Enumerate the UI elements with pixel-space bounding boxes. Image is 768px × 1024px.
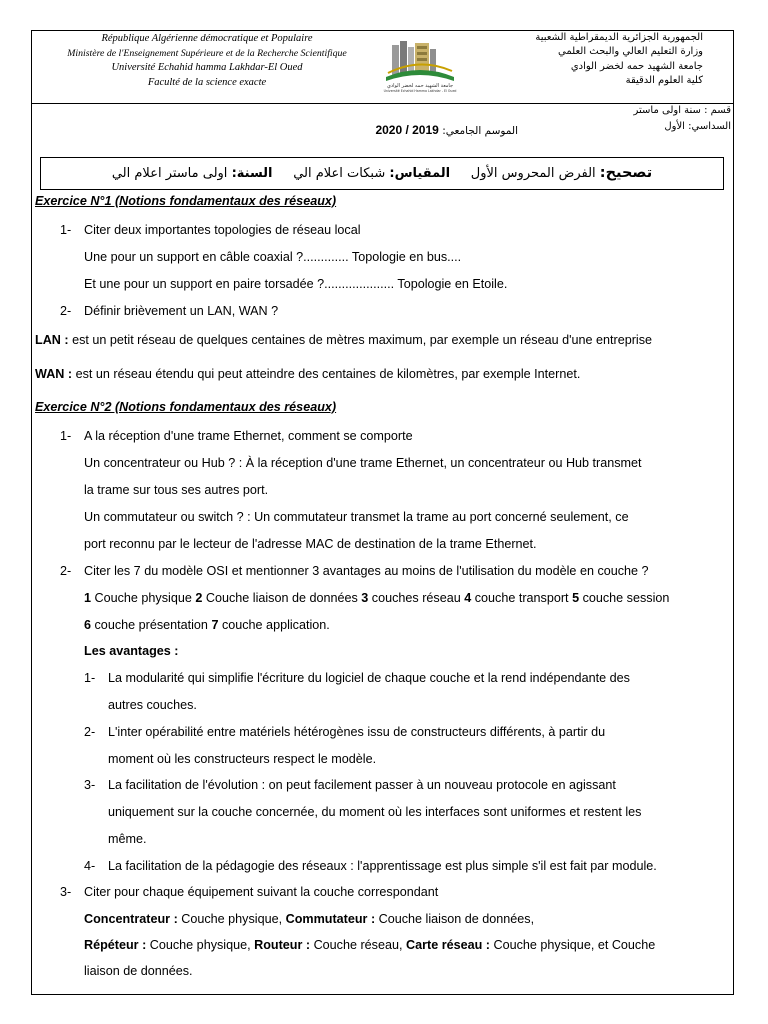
question-text: A la réception d'une trame Ethernet, comment se comporte xyxy=(84,429,413,443)
equipment-label: Routeur : xyxy=(254,938,311,952)
advantage-number: 1- xyxy=(84,671,96,685)
header-right-line: جامعة الشهيد حمه لخضر الوادي xyxy=(570,60,703,72)
hub-answer-line-2: la trame sur tous ses autres port. xyxy=(84,483,269,497)
lan-text: est un petit réseau de quelques centaines de mètres maximum, par exemple un réseau d'une entreprise xyxy=(68,333,653,347)
season-label: الموسم الجامعي: xyxy=(442,125,518,137)
wan-definition xyxy=(35,366,580,382)
layer-name: couche application. xyxy=(218,618,330,632)
wan-text: est un réseau étendu qui peut atteindre des centaines de kilomètres, par exemple Internet. xyxy=(72,367,581,381)
equipment-line-1 xyxy=(84,911,534,927)
lan-label: LAN : xyxy=(35,333,69,347)
document-page xyxy=(31,30,734,995)
exercise-1-heading: Exercice N°1 (Notions fondamentaux des réseaux) xyxy=(35,194,337,208)
layer-number: 5 xyxy=(572,591,580,605)
header-left-line: Faculté de la science exacte xyxy=(147,76,267,88)
layer-number: 3 xyxy=(361,591,369,605)
page-header xyxy=(32,31,733,104)
header-left-line: République Algérienne démocratique et Populaire xyxy=(101,33,313,44)
question-number: 2- xyxy=(60,564,72,578)
advantage-3-cont-1: uniquement sur la couche concernée, du moment où les interfaces sont uniformes et restent les xyxy=(108,805,642,819)
layer-number: 7 xyxy=(211,618,219,632)
season-line xyxy=(375,123,518,137)
ex2-question-3 xyxy=(60,884,438,900)
advantage-text: La modularité qui simplifie l'écriture du logiciel de chaque couche et la rend indépendante des xyxy=(108,671,630,685)
layer-name: couche session xyxy=(579,591,670,605)
header-right-line: كلية العلوم الدقيقة xyxy=(625,74,703,86)
layer-name: Couche physique xyxy=(91,591,196,605)
advantage-text: La facilitation de l'évolution : on peut facilement passer à un nouveau protocole en agissant xyxy=(108,778,616,792)
question-text: Citer les 7 du modèle OSI et mentionner 3 avantages au moins de l'utilisation du modèle en couche ? xyxy=(84,564,649,578)
layer-name: couche présentation xyxy=(91,618,212,632)
season-value: 2020 / 2019 xyxy=(375,123,439,137)
osi-layers-line-1 xyxy=(84,590,669,606)
equipment-line-3: liaison de données. xyxy=(84,964,193,978)
year-text: اولى ماستر اعلام الي xyxy=(111,166,228,181)
advantage-text: La facilitation de la pédagogie des réseaux : l'apprentissage est plus simple s'il est fait par module. xyxy=(108,859,657,873)
module-text: شبكات اعلام الي xyxy=(293,166,386,181)
switch-answer-line-2: port reconnu par le lecteur de l'adresse MAC de destination de la trame Ethernet. xyxy=(84,537,537,551)
hub-answer-line-1: Un concentrateur ou Hub ? : À la réception d'une trame Ethernet, un concentrateur ou Hub transmet xyxy=(84,456,642,470)
ex1-question-2 xyxy=(60,303,278,319)
equipment-layer: Couche physique, xyxy=(146,938,255,952)
logo-caption-fr: Université Echahid Hamma Lakhdar - El Oued xyxy=(383,89,457,93)
ex2-question-2 xyxy=(60,563,649,579)
layer-name: couches réseau xyxy=(368,591,465,605)
ex1-question-1 xyxy=(60,222,361,238)
layer-number: 1 xyxy=(84,591,92,605)
equipment-layer: Couche liaison de données, xyxy=(375,912,535,926)
advantage-1 xyxy=(84,670,630,686)
department-line: قسم : سنة اولى ماستر xyxy=(633,105,731,116)
equipment-layer: Couche réseau, xyxy=(310,938,406,952)
header-left-french xyxy=(32,32,382,90)
advantage-3-cont-2: même. xyxy=(108,832,147,846)
question-number: 2- xyxy=(60,304,72,318)
exam-title-box xyxy=(40,157,724,190)
question-number: 1- xyxy=(60,223,72,237)
layer-number: 4 xyxy=(464,591,472,605)
switch-answer-line-1: Un commutateur ou switch ? : Un commutateur transmet la trame au port concerné seulement, ce xyxy=(84,510,629,524)
ex2-question-1 xyxy=(60,428,413,444)
question-number: 3- xyxy=(60,885,72,899)
layer-name: Couche liaison de données xyxy=(202,591,362,605)
layer-number: 6 xyxy=(84,618,92,632)
advantage-number: 2- xyxy=(84,725,96,739)
advantage-2-cont: moment où les constructeurs respect le modèle. xyxy=(108,752,377,766)
question-text: Citer pour chaque équipement suivant la couche correspondant xyxy=(84,885,439,899)
advantage-3 xyxy=(84,777,616,793)
equipment-layer: Couche physique, et Couche xyxy=(490,938,656,952)
equipment-label: Carte réseau : xyxy=(406,938,490,952)
question-text: Définir brièvement un LAN, WAN ? xyxy=(84,304,279,318)
layer-name: couche transport xyxy=(471,591,573,605)
header-left-line: Ministère de l'Enseignement Supérieure et de la Recherche Scientifique xyxy=(67,47,347,59)
advantage-text: L'inter opérabilité entre matériels hétérogènes issu de constructeurs différents, à partir du xyxy=(108,725,606,739)
header-right-line: وزارة التعليم العالي والبحث العلمي xyxy=(558,46,703,58)
osi-layers-line-2 xyxy=(84,617,330,633)
semester-line: السداسي: الأول xyxy=(664,121,731,132)
question-number: 1- xyxy=(60,429,72,443)
advantages-heading: Les avantages : xyxy=(84,644,179,658)
equipment-label: Commutateur : xyxy=(285,912,376,926)
advantage-number: 4- xyxy=(84,859,96,873)
correction-label: تصحيح: xyxy=(599,165,653,181)
ex1-answer-twisted-pair: Et une pour un support en paire torsadée ?.................... Topologie en Etoile. xyxy=(84,277,508,291)
correction-text: الفرض المحروس الأول xyxy=(470,166,596,181)
wan-label: WAN : xyxy=(35,367,73,381)
equipment-label: Répéteur : xyxy=(84,938,147,952)
advantage-2 xyxy=(84,724,605,740)
equipment-layer: Couche physique, xyxy=(177,912,286,926)
lan-definition xyxy=(35,332,652,348)
exercise-2-heading: Exercice N°2 (Notions fondamentaux des réseaux) xyxy=(35,400,337,414)
module-label: المقياس: xyxy=(389,166,451,181)
question-text: Citer deux importantes topologies de réseau local xyxy=(84,223,361,237)
equipment-line-2 xyxy=(84,937,655,953)
header-left-line: Université Echahid hamma Lakhdar-El Oued xyxy=(111,62,303,73)
equipment-label: Concentrateur : xyxy=(84,912,178,926)
logo-caption: جامعة الشهيد حمه لخضر الوادي xyxy=(386,83,454,89)
header-right-arabic xyxy=(443,31,703,88)
advantage-number: 3- xyxy=(84,778,96,792)
year-label: السنة: xyxy=(231,166,273,181)
course-info-row xyxy=(32,103,733,145)
advantage-4 xyxy=(84,858,657,874)
advantage-1-cont: autres couches. xyxy=(108,698,197,712)
layer-number: 2 xyxy=(195,591,203,605)
header-right-line: الجمهورية الجزائرية الديمقراطية الشعبية xyxy=(535,32,703,43)
ex1-answer-coaxial: Une pour un support en câble coaxial ?............. Topologie en bus.... xyxy=(84,250,462,264)
